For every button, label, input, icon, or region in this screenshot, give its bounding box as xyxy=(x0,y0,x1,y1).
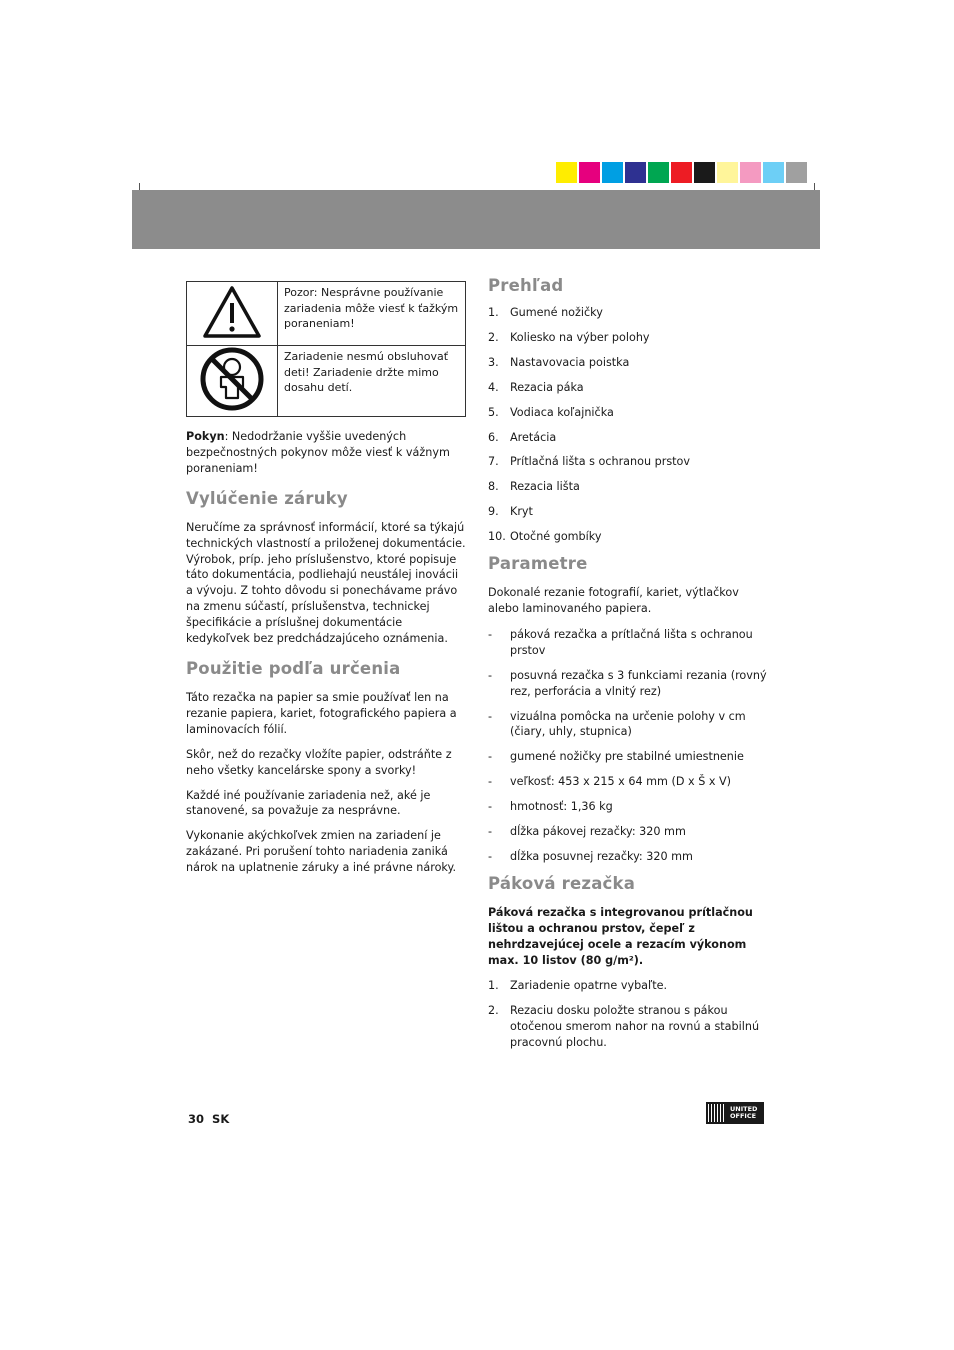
dash-bullet: - xyxy=(488,750,493,764)
list-item xyxy=(488,709,768,741)
list-item xyxy=(488,978,768,994)
parameters-list xyxy=(488,627,768,865)
right-column xyxy=(488,276,768,1060)
item-number: 4. xyxy=(488,380,499,394)
usage-paragraph: Táto rezačka na papier sa smie používať len na rezanie papiera, kariet, fotografického papiera a laminovacích fólií. xyxy=(186,690,457,736)
color-swatch xyxy=(786,162,807,183)
item-text: Nastavovacia poistka xyxy=(510,355,630,369)
item-number: 1. xyxy=(488,979,499,993)
no-children-icon xyxy=(199,346,265,412)
item-text: Rezaciu dosku položte stranou s pákou otočenou smerom nahor na rovnú a stabilnú pracovnú plochu. xyxy=(510,1004,760,1050)
lever-cutter-steps xyxy=(488,978,768,1051)
color-swatch xyxy=(694,162,715,183)
dash-bullet: - xyxy=(488,800,493,814)
list-item xyxy=(488,668,768,700)
dash-bullet: - xyxy=(488,627,493,641)
safety-row xyxy=(187,346,466,417)
item-number: 1. xyxy=(488,306,499,319)
logo-mark-icon xyxy=(708,1104,726,1122)
safety-row xyxy=(187,282,466,346)
item-text: Koliesko na výber polohy xyxy=(510,330,650,344)
item-number: 10. xyxy=(488,530,506,544)
note-label: Pokyn xyxy=(186,430,225,443)
section-heading-parameters: Parametre xyxy=(488,554,588,574)
item-text: posuvná rezačka s 3 funkciami rezania (rovný rez, perforácia a vlnitý rez) xyxy=(510,668,767,698)
item-text: Prítlačná lišta s ochranou prstov xyxy=(510,455,690,469)
parameters-intro: Dokonalé rezanie fotografií, kariet, výtlačkov alebo laminovaného papiera. xyxy=(488,586,739,615)
left-column xyxy=(186,281,466,876)
list-item xyxy=(488,405,768,421)
item-number: 3. xyxy=(488,355,499,369)
list-item xyxy=(488,529,768,545)
item-text: dĺžka posuvnej rezačky: 320 mm xyxy=(510,849,693,863)
logo-line: UNITED xyxy=(730,1104,758,1113)
list-item xyxy=(488,749,768,765)
item-text: Kryt xyxy=(510,505,533,519)
item-text: Aretácia xyxy=(510,430,557,444)
page-number xyxy=(188,1112,229,1126)
header-bar xyxy=(132,190,820,249)
section-heading-usage: Použitie podľa určenia xyxy=(186,658,401,678)
section-heading-overview: Prehľad xyxy=(488,276,564,295)
item-text: gumené nožičky pre stabilné umiestnenie xyxy=(510,750,744,764)
list-item xyxy=(488,504,768,520)
safety-text: Zariadenie nesmú obsluhovať deti! Zariadenie držte mimo dosahu detí. xyxy=(278,346,466,417)
warranty-text: Neručíme za správnosť informácií, ktoré sa týkajú technických vlastností a priloženej dokumentácie. Výrobok, príp. jeho príslušenstvo, ktoré popisuje táto dokumentácia, podliehajú neustálej inovácii a vývoju. Z tohto dôvodu si ponechávame právo na zmenu súčastí, príslušenstva, technickej špecifikácie a príslušnej dokumentácie kedykoľvek bez predchádzajúceho oznámenia. xyxy=(186,520,466,646)
usage-paragraph: Každé iné používanie zariadenia než, aké je stanovené, sa považuje za nesprávne. xyxy=(186,788,431,818)
color-swatch xyxy=(763,162,784,183)
list-item xyxy=(488,454,768,470)
section-heading-warranty: Vylúčenie záruky xyxy=(186,488,348,508)
page-number-value: 30 xyxy=(188,1112,205,1126)
item-number: 2. xyxy=(488,1004,499,1018)
color-swatch xyxy=(556,162,577,183)
usage-paragraph: Vykonanie akýchkoľvek zmien na zariadení je zakázané. Pri porušení tohto nariadenia zaniká nárok na uplatnenie záruky a iné právne nároky. xyxy=(186,829,457,875)
safety-icon-cell xyxy=(187,346,278,417)
color-swatch xyxy=(740,162,761,183)
color-swatch xyxy=(579,162,600,183)
color-swatch-strip xyxy=(556,162,807,183)
item-text: Zariadenie opatrne vybaľte. xyxy=(510,979,668,993)
item-text: Rezacia páka xyxy=(510,380,584,394)
logo-text xyxy=(730,1106,757,1121)
list-item xyxy=(488,380,768,396)
list-item xyxy=(488,1003,768,1051)
safety-text: Pozor: Nesprávne používanie zariadenia môže viesť k ťažkým poraneniam! xyxy=(278,282,466,346)
usage-paragraph: Skôr, než do rezačky vložíte papier, odstráňte z neho všetky kancelárske spony a svorky! xyxy=(186,747,452,777)
list-item xyxy=(488,430,768,446)
item-number: 8. xyxy=(488,480,499,494)
dash-bullet: - xyxy=(488,668,493,682)
item-number: 5. xyxy=(488,405,499,419)
item-text: Otočné gombíky xyxy=(510,530,602,544)
language-code: SK xyxy=(212,1112,230,1126)
dash-bullet: - xyxy=(488,825,493,839)
item-number: 7. xyxy=(488,455,499,469)
list-item xyxy=(488,305,768,321)
color-swatch xyxy=(625,162,646,183)
list-item xyxy=(488,479,768,495)
dash-bullet: - xyxy=(488,849,493,863)
item-text: páková rezačka a prítlačná lišta s ochranou prstov xyxy=(510,627,753,657)
note-text: : Nedodržanie vyššie uvedených bezpečnostných pokynov môže viesť k vážnym poraneniam! xyxy=(186,430,450,475)
item-text: Gumené nožičky xyxy=(510,306,603,319)
warning-triangle-icon xyxy=(201,284,263,340)
list-item xyxy=(488,355,768,371)
color-swatch xyxy=(602,162,623,183)
united-office-logo xyxy=(706,1102,764,1124)
list-item xyxy=(488,627,768,659)
safety-table xyxy=(186,281,466,417)
list-item xyxy=(488,774,768,790)
safety-note xyxy=(186,429,466,477)
safety-icon-cell xyxy=(187,282,278,346)
color-swatch xyxy=(717,162,738,183)
item-text: veľkosť: 453 x 215 x 64 mm (D x Š x V) xyxy=(510,775,732,789)
list-item xyxy=(488,849,768,865)
list-item xyxy=(488,330,768,346)
overview-list xyxy=(488,305,768,545)
logo-line: OFFICE xyxy=(730,1112,757,1120)
item-text: Rezacia lišta xyxy=(510,480,580,494)
item-number: 9. xyxy=(488,505,499,519)
color-swatch xyxy=(648,162,669,183)
item-number: 2. xyxy=(488,330,499,344)
item-text: Vodiaca koľajnička xyxy=(510,405,614,419)
dash-bullet: - xyxy=(488,775,493,789)
section-heading-lever-cutter: Páková rezačka xyxy=(488,873,636,893)
dash-bullet: - xyxy=(488,709,493,723)
item-number: 6. xyxy=(488,430,499,444)
item-text: vizuálna pomôcka na určenie polohy v cm (čiary, uhly, stupnica) xyxy=(510,709,746,739)
list-item xyxy=(488,799,768,815)
item-text: dĺžka pákovej rezačky: 320 mm xyxy=(510,825,686,839)
color-swatch xyxy=(671,162,692,183)
item-text: hmotnosť: 1,36 kg xyxy=(510,800,613,814)
list-item xyxy=(488,824,768,840)
lever-cutter-description: Páková rezačka s integrovanou prítlačnou lištou a ochranou prstov, čepeľ z nehrdzavejúcej ocele a rezacím výkonom max. 10 listov (80 g/m²). xyxy=(488,905,753,967)
